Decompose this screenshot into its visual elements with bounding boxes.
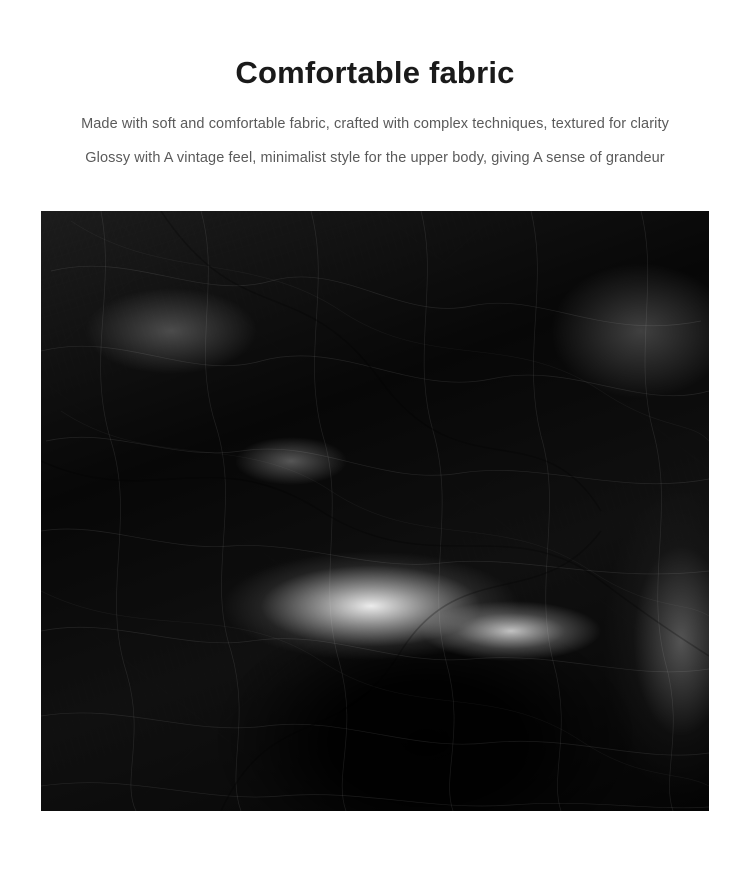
- fabric-texture-layer: [41, 211, 709, 811]
- subtitle-block: [0, 107, 750, 175]
- page-title: Comfortable fabric: [235, 55, 515, 90]
- fabric-closeup-photo: [41, 211, 709, 811]
- subtitle-line-2: Glossy with A vintage feel, minimalist style for the upper body, giving A sense of grandeur: [85, 150, 665, 166]
- subtitle-line-1: Made with soft and comfortable fabric, crafted with complex techniques, textured for clarity: [81, 116, 669, 132]
